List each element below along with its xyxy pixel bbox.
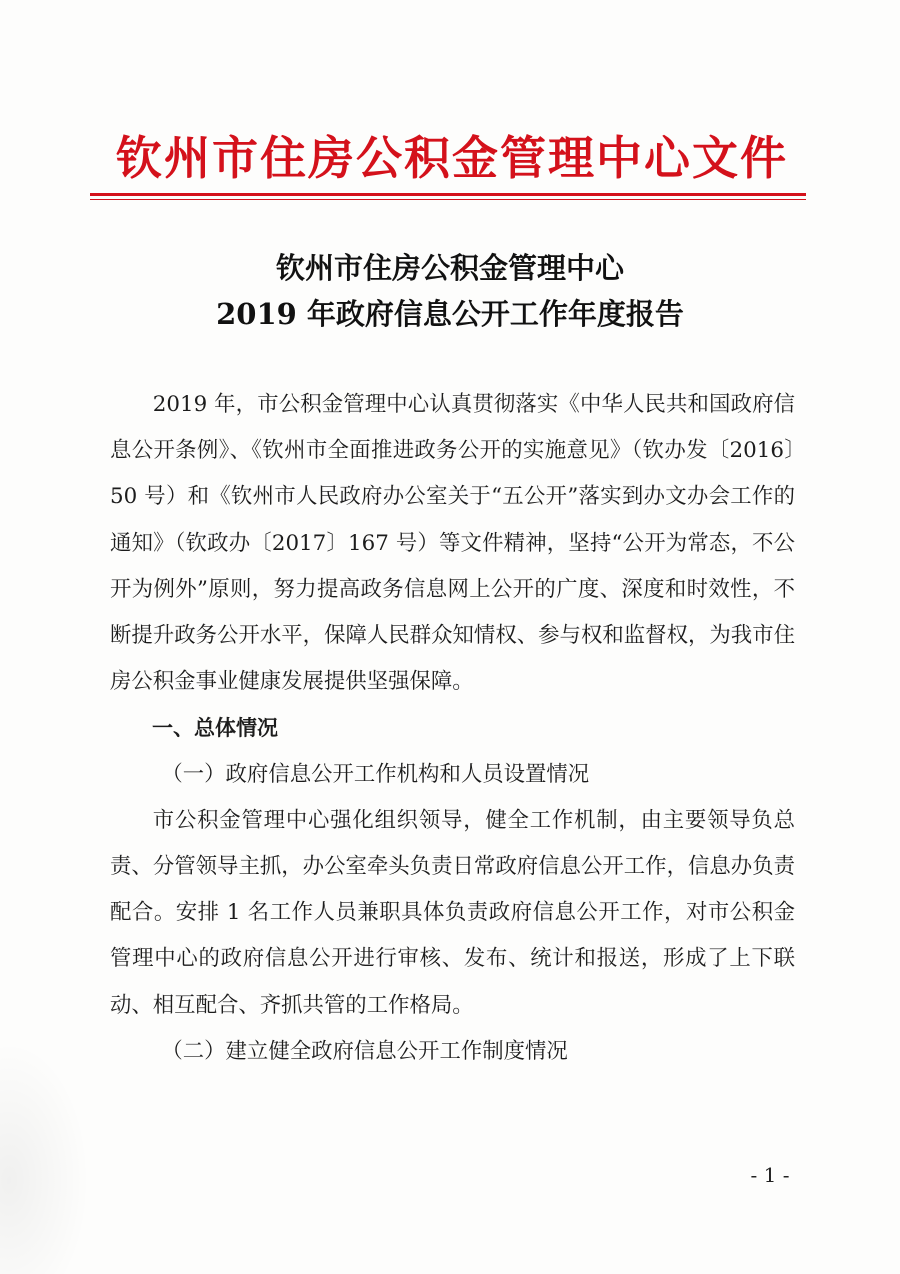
subsection-1-paragraph: 市公积金管理中心强化组织领导，健全工作机制，由主要领导负总责、分管领导主抓，办公室牵头负责日常政府信息公开工作，信息办负责配合。安排 1 名工作人员兼职具体负责政府信息公开工作，对市公积金管理中心的政府信息公开进行审核、发布、统计和报送，形成了上下联动、相互配合、齐抓共管的工作格局。	[110, 807, 795, 1018]
page-number: - 1 -	[750, 1163, 790, 1187]
document-title	[90, 245, 810, 337]
subsection-heading-2: （二）建立健全政府信息公开工作制度情况	[161, 1038, 568, 1064]
masthead-rule-thick	[90, 193, 806, 196]
title-line-2: 2019 年政府信息公开工作年度报告	[216, 297, 684, 331]
section-heading-overview: 一、总体情况	[152, 716, 278, 741]
title-line-1: 钦州市住房公积金管理中心	[275, 251, 624, 285]
scan-shade	[0, 1040, 90, 1274]
masthead-title: 钦州市住房公积金管理中心文件	[116, 131, 788, 185]
intro-paragraph: 2019 年，市公积金管理中心认真贯彻落实《中华人民共和国政府信息公开条例》、《钦州市全面推进政务公开的实施意见》（钦办发〔2016〕50 号）和《钦州市人民政府办公室关于“五公开”落实到办文办会工作的通知》（钦政办〔2017〕167 号）等文件精神，坚持“公开为常态，不公开为例外”原则，努力提高政务信息网上公开的广度、深度和时效性，不断提升政务公开水平，保障人民群众知情权、参与权和监督权，为我市住房公积金事业健康发展提供坚强保障。	[110, 392, 795, 695]
subsection-heading-1: （一）政府信息公开工作机构和人员设置情况	[161, 761, 590, 787]
masthead-rule-thin	[90, 199, 806, 200]
document-body	[110, 382, 795, 1075]
